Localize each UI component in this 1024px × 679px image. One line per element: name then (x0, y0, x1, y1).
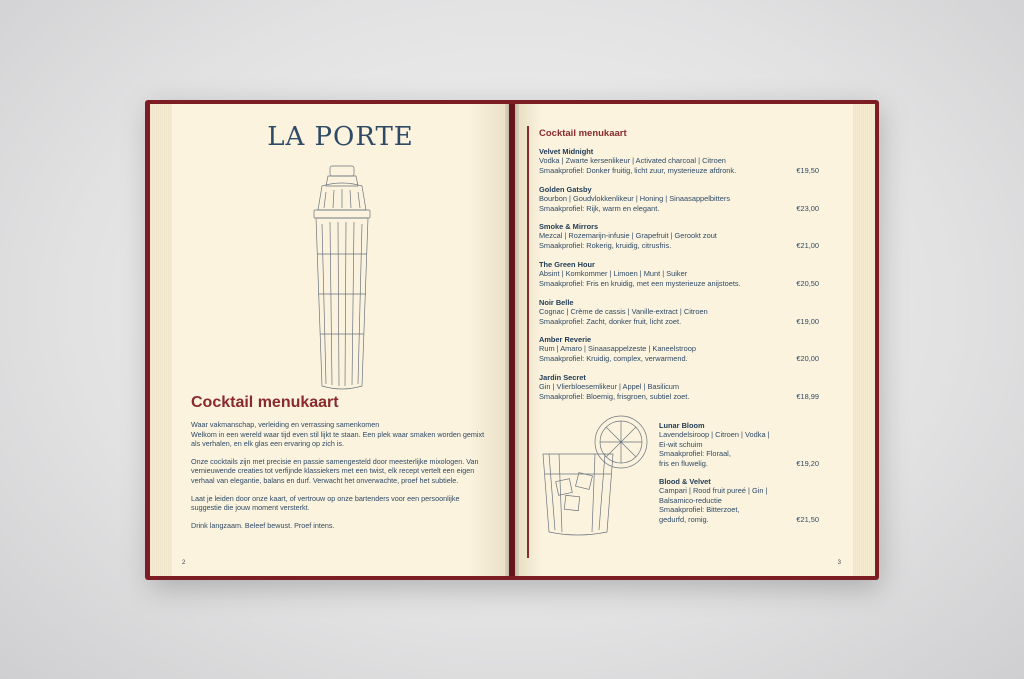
cocktail-glass-icon (531, 414, 651, 539)
menu-item-profile: Smaakprofiel: Zacht, donker fruit, licht zoet. (539, 316, 682, 326)
menu-item (659, 477, 819, 524)
menu-item-ingredients: Bourbon | Goudvlokkenlikeur | Honing | Sinaasappelbitters (539, 194, 731, 204)
page-number: 3 (837, 560, 841, 566)
page-number: 2 (182, 560, 186, 566)
menu-item-line: gedurfd, romig. (659, 514, 709, 524)
menu-item-price: €19,50 (796, 165, 819, 175)
menu-item-name: Noir Belle (539, 298, 574, 307)
intro-paragraph: Laat je leiden door onze kaart, of vertrouw op onze bartenders voor een persoonlijke suggestie die jouw moment versterkt. (191, 493, 460, 513)
menu-item-name: Amber Reverie (539, 335, 592, 344)
menu-item-profile: Smaakprofiel: Fris en kruidig, met een mysterieuze anijstoets. (539, 278, 741, 288)
menu-item-line: Campari | Rood fruit pureé | Gin | (659, 486, 768, 496)
menu-item-price: €21,50 (796, 514, 819, 524)
menu-item-line: Lavendelsiroop | Citroen | Vodka | (659, 430, 770, 440)
menu-item-price: €21,00 (796, 240, 819, 250)
menu-item-price: €18,99 (796, 391, 819, 401)
menu-item-ingredients: Absint | Komkommer | Limoen | Munt | Suiker (539, 269, 688, 279)
page-title: Cocktail menukaart (191, 394, 339, 411)
menu-item-line: Ei-wit schuim (659, 439, 703, 449)
menu-item-price: €20,50 (796, 278, 819, 288)
cocktail-shaker-icon (292, 164, 392, 394)
menu-item-price: €20,00 (796, 353, 819, 363)
book-gutter (505, 104, 519, 576)
intro-paragraph: Drink langzaam. Beleef bewust. Proef intens. (191, 520, 335, 530)
left-page (172, 104, 509, 576)
intro-paragraph: Waar vakmanschap, verleiding en verrassing samenkomen Welkom in een wereld waar tijd even stil lijkt te staan. Een plek waar smaken worden gemixt als verhalen, en elk glas een ervaring op zich is. (191, 420, 485, 449)
menu-item-ingredients: Cognac | Crème de cassis | Vanille-extract | Citroen (539, 307, 708, 317)
menu-item-price: €23,00 (796, 203, 819, 213)
menu-item-name: Golden Gatsby (539, 185, 592, 194)
right-page (515, 104, 853, 576)
menu-item-name: The Green Hour (539, 260, 595, 269)
menu-item-name: Velvet Midnight (539, 147, 594, 156)
brand-title: LA PORTE (267, 122, 414, 152)
menu-item-line: fris en fluwelig. (659, 458, 708, 468)
menu-item-price: €19,00 (796, 316, 819, 326)
menu-item (539, 373, 819, 401)
menu-item (539, 147, 819, 175)
intro-paragraph: Onze cocktails zijn met precisie en passie samengesteld door meesterlijke mixologen. Van vernieuwende creaties tot verfijnde klassiekers met een twist, elk recept vertelt een eigen verhaal van elegantie, balans en durf. Verwacht het onverwachte, proef het subtiele. (191, 456, 479, 485)
menu-item-line: Balsamico-reductie (659, 495, 722, 505)
menu-item (539, 298, 819, 326)
menu-item (539, 260, 819, 288)
menu-item (539, 222, 819, 250)
menu-item-profile: Smaakprofiel: Rijk, warm en elegant. (539, 203, 660, 213)
menu-item-line: Smaakprofiel: Floraal, (659, 449, 731, 459)
menu-item-ingredients: Mezcal | Rozemarijn-infusie | Grapefruit | Gerookt zout (539, 231, 717, 241)
menu-item-name: Smoke & Mirrors (539, 222, 599, 231)
intro-text (191, 420, 491, 538)
menu-item-line: Smaakprofiel: Bitterzoet, (659, 505, 740, 515)
menu-item (659, 421, 819, 468)
menu-item-name: Jardin Secret (539, 373, 586, 382)
menu-title: Cocktail menukaart (539, 128, 627, 139)
menu-item-name: Lunar Bloom (659, 421, 705, 430)
menu-item-profile: Smaakprofiel: Rokerig, kruidig, citrusfris. (539, 240, 672, 250)
accent-rule (527, 126, 529, 558)
menu-item-ingredients: Vodka | Zwarte kersenlikeur | Activated charcoal | Citroen (539, 156, 726, 166)
menu-item-ingredients: Rum | Amaro | Sinaasappelzeste | Kaneelstroop (539, 344, 696, 354)
menu-item-ingredients: Gin | Vlierbloesemlikeur | Appel | Basilicum (539, 382, 680, 392)
menu-item (539, 185, 819, 213)
menu-item-profile: Smaakprofiel: Donker fruitig, licht zuur, mysterieuze afdronk. (539, 165, 737, 175)
menu-item-profile: Smaakprofiel: Kruidig, complex, verwarmend. (539, 353, 688, 363)
menu-item-profile: Smaakprofiel: Bloemig, frisgroen, subtiel zoet. (539, 391, 690, 401)
menu-item-price: €19,20 (796, 458, 819, 468)
menu-item (539, 335, 819, 363)
menu-item-name: Blood & Velvet (659, 477, 711, 486)
